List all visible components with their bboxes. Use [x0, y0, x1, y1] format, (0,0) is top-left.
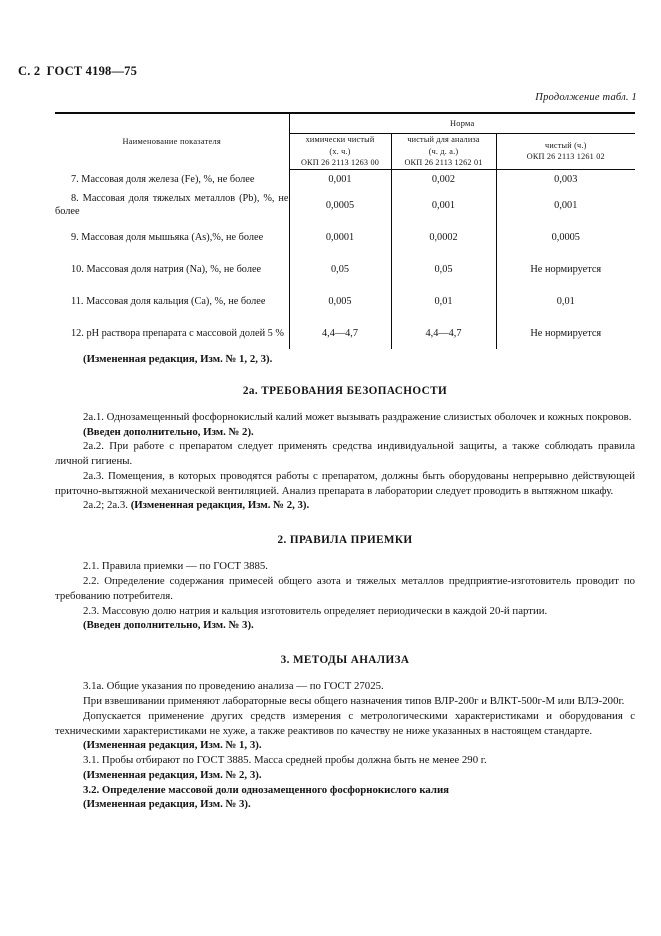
note-3-2: (Измененная редакция, Изм. № 3).	[83, 798, 251, 811]
row-value: 0,01	[391, 285, 496, 317]
row-indicator: 7. Массовая доля железа (Fe), %, не более	[71, 173, 255, 185]
table-row	[55, 285, 635, 317]
table-amendment-note: (Измененная редакция, Изм. № 1, 2, 3).	[83, 353, 273, 365]
row-value: 0,0005	[496, 221, 635, 253]
note-3-1: (Измененная редакция, Изм. № 2, 3).	[83, 768, 262, 781]
paragraph-3-1a-equipment: Допускается применение других средств измерения с метрологическими характеристиками и оборудования с техническими характеристиками не хуже, а также реактивов по качеству не ниже указанных в настоящем стандарте.	[55, 709, 635, 737]
note-bold-text: (Измененная редакция, Изм. № 2, 3).	[130, 499, 310, 512]
table-row	[55, 189, 635, 221]
row-value: 0,05	[289, 253, 391, 285]
col-header-grade-2: чистый (ч.) ОКП 26 2113 1261 02	[496, 134, 635, 170]
paragraph-2-3: 2.3. Массовую долю натрия и кальция изготовитель определяет периодически в каждой 20-й партии.	[83, 604, 548, 617]
row-value: 4,4—4,7	[289, 317, 391, 349]
table-continuation-label: Продолжение табл. 1	[535, 92, 637, 103]
row-value: 0,01	[496, 285, 635, 317]
note-2a1: (Введен дополнительно, Изм. № 2).	[83, 425, 254, 438]
row-value: 0,005	[289, 285, 391, 317]
spacer	[55, 513, 635, 534]
row-value: Не нормируется	[496, 317, 635, 349]
paragraph-2a3: 2а.3. Помещения, в которых проводятся работы с препаратом, должны быть оборудованы непрерывно действующей приточно-вытяжной механической вентиляцией. Анализ препарата в лаборатории следует проводить в вытяжном шкафу.	[55, 469, 635, 497]
spacer	[55, 546, 635, 559]
row-value: Не нормируется	[496, 253, 635, 285]
spacer	[55, 633, 635, 654]
table-row	[55, 169, 635, 189]
document-body	[55, 352, 635, 812]
table-row	[55, 317, 635, 349]
col-header-grade-0: химически чистый (х. ч.) ОКП 26 2113 1263 00	[289, 134, 391, 170]
norms-table-wrapper	[55, 112, 635, 349]
note-3-1a: (Измененная редакция, Изм. № 1, 3).	[83, 739, 262, 752]
note-2a2-2a3	[55, 498, 635, 513]
row-value: 0,0005	[289, 189, 391, 221]
col-header-norma: Норма	[289, 113, 635, 134]
standard-designation: ГОСТ 4198—75	[46, 64, 138, 78]
subsection-3-2-heading: 3.2. Определение массовой доли однозамещенного фосфорнокислого калия	[83, 783, 450, 796]
row-indicator: 8. Массовая доля тяжелых металлов (Pb), %, не более	[55, 193, 289, 218]
spacer	[55, 397, 635, 410]
note-prefix: 2а.2; 2а.3.	[83, 499, 131, 512]
row-indicator: 10. Массовая доля натрия (Na), %, не более	[71, 263, 262, 275]
col-header-indicator: Наименование показателя	[55, 113, 289, 169]
note-section-2: (Введен дополнительно, Изм. № 3).	[83, 619, 254, 632]
norms-table	[55, 112, 635, 349]
row-value: 0,0002	[391, 221, 496, 253]
page-number-label: С. 2	[18, 64, 41, 78]
spacer	[55, 367, 635, 385]
row-value: 0,003	[496, 169, 635, 189]
paragraph-3-1a-scales: При взвешивании применяют лабораторные весы общего назначения типов ВЛР-200г и ВЛКТ-500г-М или ВЛЭ-200г.	[83, 694, 625, 707]
paragraph-2a1: 2а.1. Однозамещенный фосфорнокислый калий может вызывать раздражение слизистых оболочек и кожных покровов.	[83, 410, 632, 423]
paragraph-2-1: 2.1. Правила приемки — по ГОСТ 3885.	[83, 560, 269, 573]
col-header-grade-1: чистый для анализа (ч. д. а.) ОКП 26 2113 1262 01	[391, 134, 496, 170]
paragraph-2a2: 2а.2. При работе с препаратом следует применять средства индивидуальной защиты, а также соблюдать правила личной гигиены.	[55, 440, 635, 468]
running-head	[18, 64, 643, 79]
section-heading-2a: 2а. ТРЕБОВАНИЯ БЕЗОПАСНОСТИ	[242, 384, 448, 397]
table-header-row-group	[55, 113, 635, 134]
section-heading-2: 2. ПРАВИЛА ПРИЕМКИ	[277, 534, 413, 547]
row-value: 0,001	[289, 169, 391, 189]
row-value: 0,002	[391, 169, 496, 189]
paragraph-2-2: 2.2. Определение содержания примесей общего азота и тяжелых металлов предприятие-изготовитель проводит по требованию потребителя.	[55, 575, 635, 602]
paragraph-3-1a: 3.1а. Общие указания по проведению анализа — по ГОСТ 27025.	[83, 680, 384, 693]
paragraph-3-1: 3.1. Пробы отбирают по ГОСТ 3885. Масса средней пробы должна быть не менее 290 г.	[83, 754, 487, 767]
row-indicator: 12. pH раствора препарата с массовой долей 5 %	[71, 327, 284, 339]
section-heading-3: 3. МЕТОДЫ АНАЛИЗА	[280, 654, 410, 667]
spacer	[55, 666, 635, 679]
row-value: 0,05	[391, 253, 496, 285]
row-value: 0,001	[496, 189, 635, 221]
table-row	[55, 253, 635, 285]
row-value: 4,4—4,7	[391, 317, 496, 349]
table-row	[55, 221, 635, 253]
row-value: 0,001	[391, 189, 496, 221]
row-indicator: 11. Массовая доля кальция (Ca), %, не более	[71, 295, 266, 307]
row-value: 0,0001	[289, 221, 391, 253]
row-indicator: 9. Массовая доля мышьяка (As),%, не более	[71, 231, 264, 243]
